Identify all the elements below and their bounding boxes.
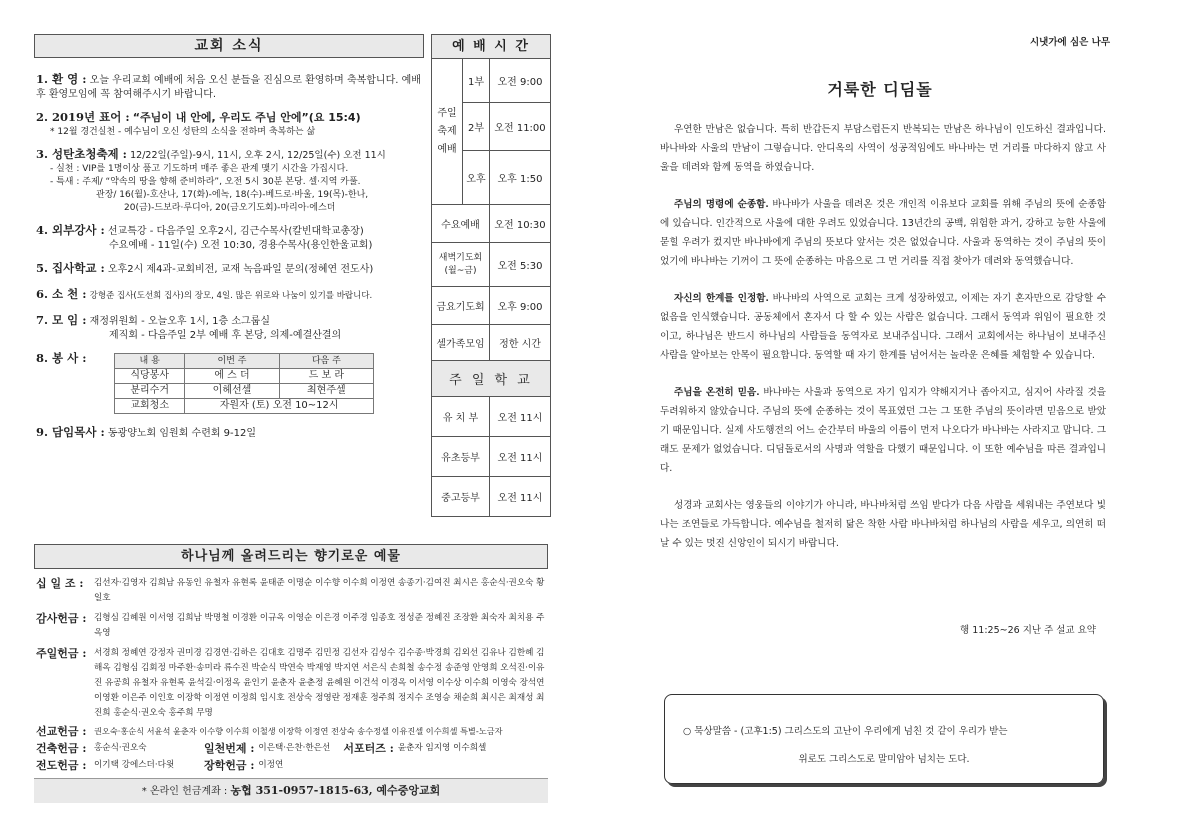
sunday-label: 주일 축제 예배: [432, 59, 463, 205]
table-row: 주일 축제 예배 1부 오전 9:00: [432, 59, 551, 103]
table-row: 중고등부 오전 11시: [432, 477, 551, 517]
news-item-motto: 2. 2019년 표어 : “주님이 내 안에, 우리도 주님 안에”(요 15:4) * 12월 경건실천 - 예수님이 오신 성탄의 소식을 전하며 축복하는 삶: [36, 110, 361, 137]
sermon-paragraph: 우연한 만남은 없습니다. 특히 반갑든지 부담스럽든지 반복되는 만남은 하나님이 인도하신 결과입니다. 바나바와 사울의 만남이 그렇습니다. 안디옥의 사역이 성공적임에도 바나바는 먼 거리를 마다하지 않고 사울을 데려와 함께 동역을 하였습니다.: [660, 124, 1106, 173]
news-header: 교회 소식: [34, 34, 424, 58]
offering-row: 전도헌금 : 이기택 강에스더·다윗 장학헌금 : 이정연: [36, 759, 284, 772]
offering-header: 하나님께 올려드리는 향기로운 예물: [34, 544, 548, 569]
table-row: 유 치 부 오전 11시: [432, 397, 551, 437]
table-row: 2부 오전 11:00: [432, 103, 551, 151]
sermon-paragraph: 주님의 명령에 순종함. 바나바가 사울을 데려온 것은 개인적 이유보다 교회를 위해 주님의 뜻에 순종함에 있습니다. 인간적으로 사울에 대한 우려도 있었습니다. 13년간의 공백, 위험한 과거, 강하고 능한 사울에 묻힐 우려가 컸지만 바나바에게 주님의 뜻보다 앞서는 것은 없었습니다. 사울과 동역하는 것이 주님의 뜻이었기에 바나바는 기꺼이 그 뜻에 순종하는 마음으로 그 먼 거리를 직접 찾아가 데려와 동역했습니다.: [660, 199, 1106, 267]
sermon-paragraph: 주님을 온전히 믿음. 바나바는 사울과 동역으로 자기 입지가 약해지거나 좁아지고, 심지어 사라질 것을 두려워하지 않았습니다. 주님의 뜻에 순종하는 것이 목표였던 그는 그 또한 주님의 뜻이라면 믿음으로 받았기 때문입니다. 실제 사도행전의 어느 순간부터 바울의 이름이 먼저 나오다가 바나바는 사라지고 맙니다. 그래도 문제가 없었습니다. 디딤돌로서의 사명과 역할을 다했기 때문입니다. 이 또한 예수님을 따른 결과입니다.: [660, 387, 1106, 474]
offering-row: 감사헌금 : 김형심 김혜원 이서영 김희남 박명철 이경환 이규옥 이영순 이은경 이주경 임종호 정성준 정혜진 조장환 최숙자 최치용 주옥영: [36, 612, 545, 638]
offering-row: 십 일 조 : 김선자·김영자 김희남 유동인 유철자 유현록 윤태준 이명순 이수향 이수희 이정연 송종기·김여진 최시은 홍순식·권오숙 황일호: [36, 577, 545, 603]
verse-line: 위로도 그리스도로 말미암아 넘치는 도다.: [798, 754, 970, 765]
news-item-pastor: 9. 담임목사 : 동광양노회 임원회 수련회 9-12일: [36, 425, 257, 439]
table-row: 오후 오후 1:50: [432, 151, 551, 205]
account-box: * 온라인 헌금계좌 : 농협 351-0957-1815-63, 예수중앙교회: [34, 778, 548, 803]
table-row: 금요기도회 오후 9:00: [432, 287, 551, 325]
service-table: [114, 353, 374, 414]
news-item-guest-speaker: 4. 외부강사 : 선교특강 - 다음주일 오후2시, 김근수목사(칼빈대학교총장) 수요예배 - 11일(수) 오전 10:30, 경용수목사(용인한울교회): [36, 223, 373, 251]
news-item-christmas: 3. 성탄초청축제 : 12/22일(주일)-9시, 11시, 오후 2시, 12/25일(수) 오전 11시 - 실천 : VIP를 1명이상 품고 기도하며 매주 좋은 관계 맺기 시간을 가집시다. - 특새 : 주제/ “약속의 땅을 향해 준비하라”, 오전 5시 30분 본당. 셀·지역 카풀. 관장/ 16(월)-호산나, 17(화)-에녹, 18(수)-베드로·바울, 19(목)-한나, 20(금)-드보라·루디아, 20(금오기도회)-마리아·에스더: [36, 147, 386, 213]
service-table-head: 내 용 이번 주 다음 주: [115, 354, 374, 369]
news-item-condolence: 6. 소 천 : 강형준 집사(도선희 집사)의 장모, 4일. 많은 위로와 나눔이 있기를 바랍니다.: [36, 287, 373, 301]
table-row: 교회청소 자원자 (토) 오전 10~12시: [115, 399, 374, 414]
meditation-verse-box: [664, 694, 1104, 784]
table-row: 유초등부 오전 11시: [432, 437, 551, 477]
news-item-meetings: 7. 모 임 : 재정위원회 - 오늘오후 1시, 1층 소그룹실 제직회 - 다음주일 2부 예배 후 본당, 의제-예결산결의: [36, 313, 342, 341]
offering-list: [36, 576, 548, 773]
verse-line: ○ 묵상말씀 - (고후1:5) 그리스도의 고난이 우리에게 넘친 것 같이 우리가 받는: [683, 726, 1008, 737]
sermon-title: 거룩한 디딤돌: [827, 80, 933, 99]
schedule-table: [431, 58, 551, 517]
sermon-reference: 행 11:25~26 지난 주 설교 요약: [960, 625, 1096, 636]
news-section: [36, 72, 426, 441]
table-row: 수요예배 오전 10:30: [432, 205, 551, 243]
offering-row: 건축헌금 : 홍순식·권오숙 일천번제 : 이은택·은찬·한은선 서포터즈 : 윤춘자 임지영 이수희셀: [36, 742, 487, 755]
sermon-body: [660, 120, 1106, 571]
newsletter-name: 시냇가에 심은 나무: [1029, 37, 1110, 48]
offering-row: 주일헌금 : 서경희 정혜연 강정자 권미경 김경연·김하은 김대호 김명주 김민정 김선자 김성수 김수종·박경희 김외선 김유나 김한혜 김해옥 김형심 김회정 마주환·송미라 류수진 박순식 박연숙 박재영 박지연 서은식 손희철 송수정 송준영 안영희 오석진·이유진 유공희 유철자 유현록 윤석길·이정옥 윤인기 윤춘자 윤춘정 윤혜원 이건석 이경옥 이서영 이수상 이수희 이영숙 장석연 이영환 이은주 이인호 이장학 이정연 이정희 임시호 전상숙 정영란 정재훈 정주희 정지수 조영승 채순희 최시은 최재성 최진희 홍순식·권오숙 홍주희 무명: [36, 647, 545, 718]
news-item-service: 8. 봉 사 : 내 용 이번 주 다음 주 식당봉사 에 스 더 드 보 라 분리수거 이헤선셀 최현주셀 교회청소 자원자 (토) 오전 10~12시: [36, 351, 426, 417]
table-row: 셀가족모임 정한 시간: [432, 325, 551, 361]
news-item-deacon-school: 5. 집사학교 : 오후2시 제4과-교회비전, 교재 녹음파일 문의(정혜연 전도사): [36, 261, 374, 275]
sermon-paragraph: 자신의 한계를 인정함. 바나바의 사역으로 교회는 크게 성장하였고, 이제는 자기 혼자만으로 감당할 수 없음을 인식했습니다. 공동체에서 혼자서 다 할 수 있는 사람은 없습니다. 그래서 동역과 위임이 필요한 것이고, 하나님은 반드시 하나님의 사람들을 동역자로 보내주십니다. 그래서 교회에서는 하나님이 보내주신 사람을 알아보는 안목이 필요합니다. 동역할 때 자기 한계를 넘어서는 놀라운 은혜를 체험할 수 있습니다.: [660, 293, 1106, 361]
schedule-header: 예 배 시 간: [431, 34, 551, 59]
news-item-welcome: 1. 환 영 : 오늘 우리교회 예배에 처음 오신 분들을 진심으로 환영하며 축복합니다. 예배 후 환영모임에 꼭 참여해주시기 바랍니다.: [36, 72, 421, 100]
offering-row: 선교헌금 : 권오숙·홍순식 서윤석 윤춘자 이수향 이수희 이철생 이장학 이정연 전상숙 송수정셀 이유진셀 이수희셀 특별-노금자: [36, 725, 503, 738]
sermon-paragraph: 성경과 교회사는 영웅들의 이야기가 아니라, 바나바처럼 쓰임 받다가 다음 사람을 세워내는 주연보다 빛나는 조연들로 가득합니다. 예수님을 철저히 닮은 착한 사람 바나바처럼 하나님의 사람을 세우고, 의연히 떠날 수 있는 멋진 신앙인이 되시기 바랍니다.: [660, 500, 1106, 549]
school-header: 주 일 학 교: [432, 361, 551, 397]
table-row: 새벽기도회 (월~금) 오전 5:30: [432, 243, 551, 287]
table-row: 식당봉사 에 스 더 드 보 라: [115, 369, 374, 384]
table-row: 분리수거 이헤선셀 최현주셀: [115, 384, 374, 399]
